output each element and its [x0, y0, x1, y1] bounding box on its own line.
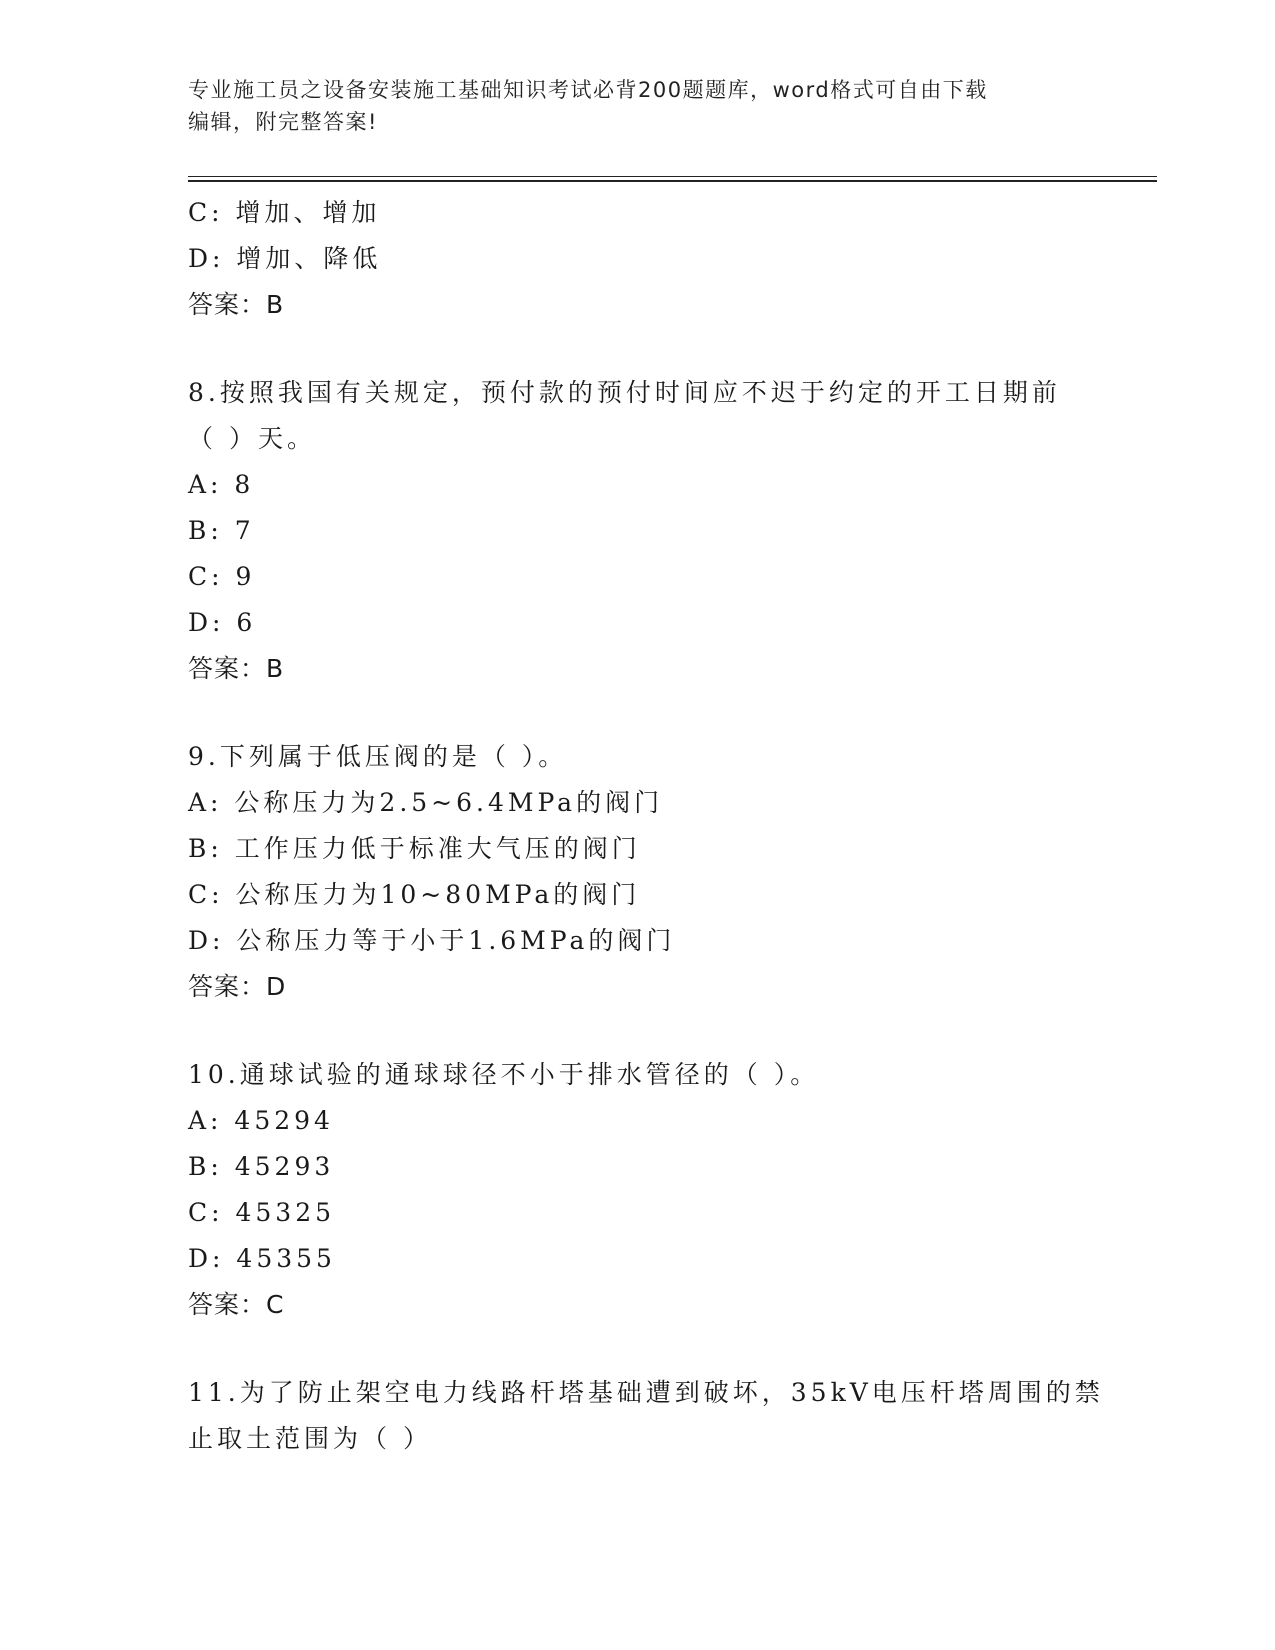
- question-stem: 8.按照我国有关规定，预付款的预付时间应不迟于约定的开工日期前: [188, 378, 1061, 407]
- option-c: C: 增加、增加: [188, 198, 381, 227]
- option-a: A: 公称压力为2.5~6.4MPa的阀门: [188, 788, 664, 817]
- header-title-line-1: 专业施工员之设备安装施工基础知识考试必背200题题库，word格式可自由下载: [188, 78, 988, 102]
- answer-line: 答案：C: [188, 1290, 285, 1319]
- option-d: D: 公称压力等于小于1.6MPa的阀门: [188, 926, 676, 955]
- option-c: C: 45325: [188, 1198, 336, 1227]
- spacer: [188, 692, 1088, 734]
- option-d: D: 增加、降低: [188, 244, 382, 273]
- question-stem: 9.下列属于低压阀的是（ ）。: [188, 742, 568, 771]
- answer-line: 答案：D: [188, 972, 287, 1001]
- answer-line: 答案：B: [188, 290, 285, 319]
- spacer: [188, 1010, 1088, 1052]
- question-list: [188, 190, 1104, 1462]
- option-d: D: 45355: [188, 1244, 336, 1273]
- option-b: B: 45293: [188, 1152, 335, 1181]
- answer-line: 答案：B: [188, 654, 285, 683]
- question-block-9: [188, 734, 1088, 1010]
- question-block-11: [188, 1370, 1104, 1462]
- option-c: C: 公称压力为10~80MPa的阀门: [188, 880, 641, 909]
- option-a: A: 45294: [188, 1106, 334, 1135]
- document-header: [188, 74, 1078, 138]
- spacer: [188, 328, 1088, 370]
- option-b: B: 工作压力低于标准大气压的阀门: [188, 834, 641, 863]
- question-block-7: [188, 190, 1088, 328]
- header-divider-thin: [188, 176, 1157, 177]
- question-block-8: [188, 370, 1088, 692]
- header-title-line-2: 编辑，附完整答案!: [188, 110, 378, 134]
- option-c: C: 9: [188, 562, 256, 591]
- question-stem-continued: （ ）天。: [188, 424, 316, 453]
- question-stem: 10.通球试验的通球球径不小于排水管径的（ ）。: [188, 1060, 820, 1089]
- spacer: [188, 1328, 1088, 1370]
- question-block-10: [188, 1052, 1088, 1328]
- question-stem: 11.为了防止架空电力线路杆塔基础遭到破坏，35kV电压杆塔周围的禁: [188, 1378, 1104, 1407]
- header-divider-thick: [188, 180, 1157, 182]
- option-d: D: 6: [188, 608, 257, 637]
- option-b: B: 7: [188, 516, 255, 545]
- option-a: A: 8: [188, 470, 255, 499]
- question-stem-continued: 止取土范围为（ ）: [188, 1424, 432, 1453]
